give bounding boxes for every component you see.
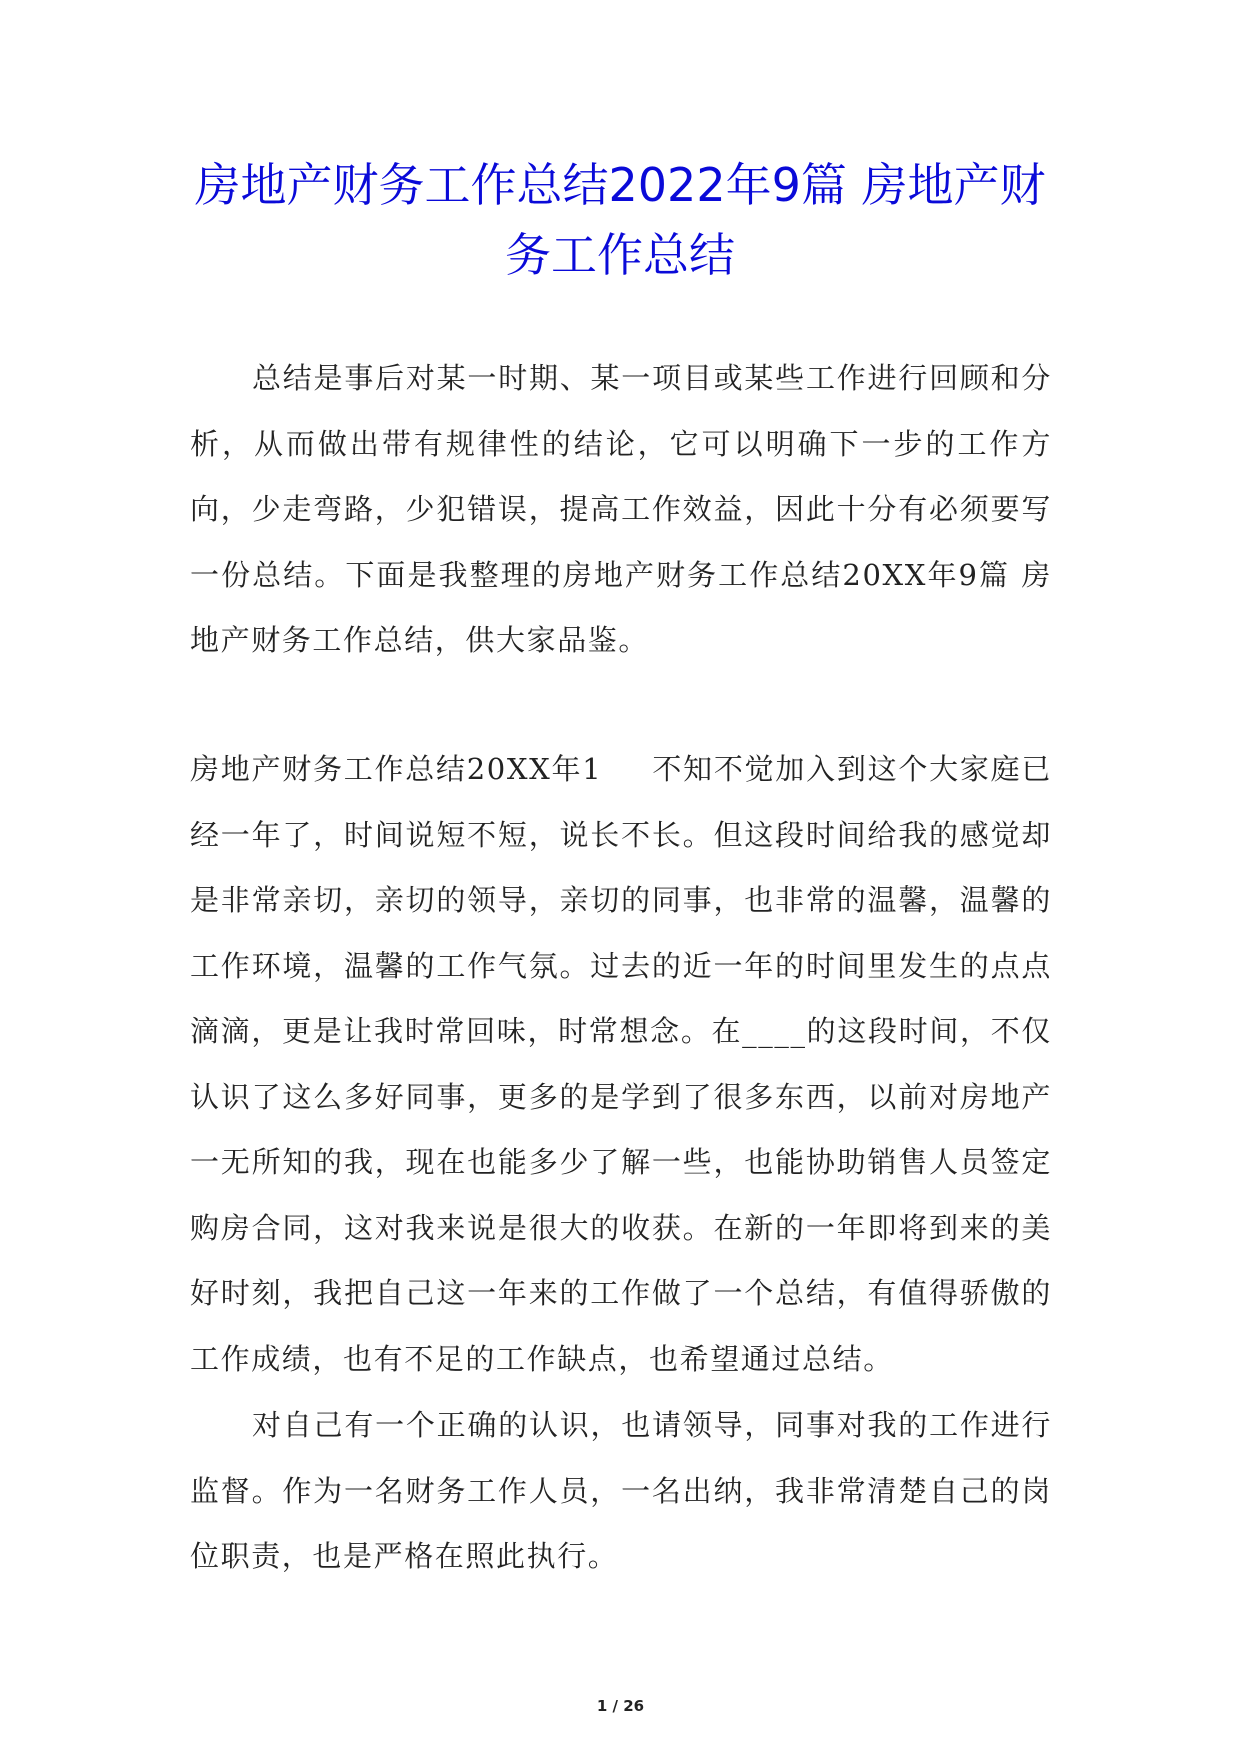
section-paragraph (190, 737, 1052, 1392)
section-heading: 房地产财务工作总结20XX年1 (190, 752, 603, 786)
document-title: 房地产财务工作总结2022年9篇 房地产财务工作总结 (194, 158, 1046, 282)
section-body: 不知不觉加入到这个大家庭已经一年了，时间说短不短，说长不长。但这段时间给我的感觉却是非常亲切，亲切的领导，亲切的同事，也非常的温馨，温馨的工作环境，温馨的工作气氛。过去的近一年的时间里发生的点点滴滴，更是让我时常回味，时常想念。在____的这段时间，不仅认识了这么多好同事，更多的是学到了很多东西，以前对房地产一无所知的我，现在也能多少了解一些，也能协助销售人员签定购房合同，这对我来说是很大的收获。在新的一年即将到来的美好时刻，我把自己这一年来的工作做了一个总结，有值得骄傲的工作成绩，也有不足的工作缺点，也希望通过总结。 (190, 752, 1052, 1376)
page-number: 1 / 26 (596, 1697, 645, 1715)
intro-paragraph: 总结是事后对某一时期、某一项目或某些工作进行回顾和分析，从而做出带有规律性的结论，它可以明确下一步的工作方向，少走弯路，少犯错误，提高工作效益，因此十分有必须要写一份总结。下面是我整理的房地产财务工作总结20XX年9篇 房地产财务工作总结，供大家品鉴。 (190, 361, 1052, 657)
continuation-paragraph: 对自己有一个正确的认识，也请领导，同事对我的工作进行监督。作为一名财务工作人员，一名出纳，我非常清楚自己的岗位职责，也是严格在照此执行。 (190, 1408, 1052, 1573)
